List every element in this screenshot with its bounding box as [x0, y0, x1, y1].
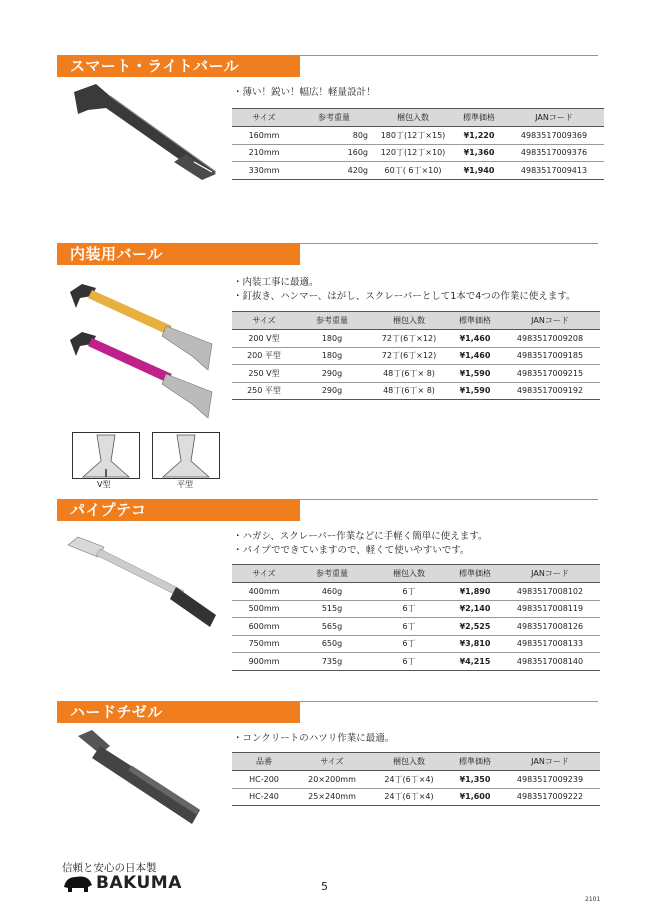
desc-line: ・内装工事に最適。 — [233, 277, 319, 288]
cell: ¥1,220 — [454, 127, 504, 145]
cell: 24丁(6丁×4) — [368, 788, 450, 806]
type-label-flat: 平型 — [177, 480, 193, 489]
col-header: JANコード — [500, 312, 600, 330]
cell: 48丁(6丁× 8) — [368, 365, 450, 383]
cell: ¥1,600 — [450, 788, 500, 806]
col-header: 標準価格 — [450, 565, 500, 583]
col-header: 梱包入数 — [368, 753, 450, 771]
footer-tagline: 信頼と安心の日本製 — [62, 862, 157, 874]
type-label-v: V型 — [97, 480, 111, 489]
col-header: 梱包入数 — [368, 312, 450, 330]
section-title: 内装用バール — [57, 244, 300, 265]
cell: 900mm — [232, 653, 296, 671]
col-header: JANコード — [504, 109, 604, 127]
cell: 160mm — [232, 127, 296, 145]
cell: 24丁(6丁×4) — [368, 771, 450, 789]
table-row — [232, 127, 604, 145]
cell: 20×200mm — [296, 771, 368, 789]
cell: 750mm — [232, 635, 296, 653]
cell: 735g — [296, 653, 368, 671]
cell: 4983517009192 — [500, 382, 600, 400]
cell: ¥1,460 — [450, 347, 500, 365]
cell: 6丁 — [368, 635, 450, 653]
cell: 200 V型 — [232, 330, 296, 348]
table-row — [232, 771, 600, 789]
desc-line: ・薄い！鋭い！幅広！軽量設計！ — [233, 87, 376, 98]
section-title: スマート・ライトバール — [57, 56, 300, 77]
table-row — [232, 330, 600, 348]
desc-line: ・ハガシ、スクレーパー作業などに手軽く簡単に使えます。 — [233, 531, 488, 542]
col-header: 参考重量 — [296, 109, 372, 127]
cell: ¥1,890 — [450, 583, 500, 601]
cell: 565g — [296, 618, 368, 636]
cell: 72丁(6丁×12) — [368, 347, 450, 365]
col-header: JANコード — [500, 565, 600, 583]
col-header: 参考重量 — [296, 565, 368, 583]
cell: 80g — [296, 127, 372, 145]
table-row — [232, 635, 600, 653]
cell: 6丁 — [368, 618, 450, 636]
cell: 4983517009369 — [504, 127, 604, 145]
cell: 4983517008133 — [500, 635, 600, 653]
cell: ¥1,590 — [450, 382, 500, 400]
col-header: 標準価格 — [454, 109, 504, 127]
cell: 500mm — [232, 600, 296, 618]
table-row — [232, 162, 604, 180]
cell: 4983517008102 — [500, 583, 600, 601]
cell: 330mm — [232, 162, 296, 180]
cell: 4983517009413 — [504, 162, 604, 180]
hard-chisel-image — [70, 728, 215, 828]
table-row — [232, 347, 600, 365]
table-row — [232, 618, 600, 636]
cell: 400mm — [232, 583, 296, 601]
cell: 420g — [296, 162, 372, 180]
table-row — [232, 653, 600, 671]
desc-line: ・釘抜き、ハンマー、はがし、スクレーパーとして1本で4つの作業に使えます。 — [233, 291, 576, 302]
section-header-interior-bar — [57, 243, 598, 265]
cell: 180g — [296, 330, 368, 348]
v-type-illustration — [72, 432, 140, 479]
cell: ¥2,140 — [450, 600, 500, 618]
col-header: サイズ — [232, 109, 296, 127]
desc-line: ・パイプでできていますので、軽くて使いやすいです。 — [233, 545, 470, 556]
section-header-smart-light-bar — [57, 55, 598, 77]
cell: 250 V型 — [232, 365, 296, 383]
col-header: 梱包入数 — [368, 565, 450, 583]
cell: 650g — [296, 635, 368, 653]
table-row — [232, 583, 600, 601]
table-row — [232, 600, 600, 618]
table-row — [232, 382, 600, 400]
cell: 4983517008126 — [500, 618, 600, 636]
section-header-pipe-lever — [57, 499, 598, 521]
cell: 48丁(6丁× 8) — [368, 382, 450, 400]
cell: 600mm — [232, 618, 296, 636]
table-row — [232, 144, 604, 162]
cell: ¥3,810 — [450, 635, 500, 653]
cell: 180丁(12丁×15) — [372, 127, 454, 145]
cell: 4983517009185 — [500, 347, 600, 365]
section-title: ハードチゼル — [57, 702, 300, 723]
desc-line: ・コンクリートのハツリ作業に最適。 — [233, 733, 395, 744]
cell: 6丁 — [368, 583, 450, 601]
cell: 210mm — [232, 144, 296, 162]
cell: 4983517009222 — [500, 788, 600, 806]
col-header: 梱包入数 — [372, 109, 454, 127]
spec-table — [232, 752, 600, 806]
cell: 60丁( 6丁×10) — [372, 162, 454, 180]
cell: 4983517009215 — [500, 365, 600, 383]
cell: ¥1,360 — [454, 144, 504, 162]
section-desc — [233, 732, 394, 746]
cell: 160g — [296, 144, 372, 162]
cell: 200 平型 — [232, 347, 296, 365]
interior-bar-image — [62, 278, 222, 426]
cell: ¥1,350 — [450, 771, 500, 789]
brand-name: BAKUMA — [96, 873, 182, 893]
cell: 250 平型 — [232, 382, 296, 400]
col-header: 参考重量 — [296, 312, 368, 330]
cell: 4983517009239 — [500, 771, 600, 789]
cell: ¥1,460 — [450, 330, 500, 348]
cell: 4983517009208 — [500, 330, 600, 348]
section-header-hard-chisel — [57, 701, 598, 723]
cell: 460g — [296, 583, 368, 601]
cell: HC-200 — [232, 771, 296, 789]
cell: 4983517008119 — [500, 600, 600, 618]
cell: 72丁(6丁×12) — [368, 330, 450, 348]
table-row — [232, 788, 600, 806]
cell: HC-240 — [232, 788, 296, 806]
col-header: 標準価格 — [450, 753, 500, 771]
table-row — [232, 365, 600, 383]
page-number: 5 — [321, 880, 328, 893]
col-header: JANコード — [500, 753, 600, 771]
pipe-lever-image — [64, 533, 224, 633]
section-title: パイプテコ — [57, 500, 300, 521]
flat-type-illustration — [152, 432, 220, 479]
section-desc — [233, 86, 376, 100]
cell: 290g — [296, 365, 368, 383]
col-header: サイズ — [296, 753, 368, 771]
spec-table — [232, 108, 604, 180]
cell: 515g — [296, 600, 368, 618]
bakuma-logo-icon — [62, 873, 94, 893]
col-header: サイズ — [232, 312, 296, 330]
smart-light-bar-image — [66, 82, 221, 182]
cell: 25×240mm — [296, 788, 368, 806]
cell: 6丁 — [368, 600, 450, 618]
spec-table — [232, 564, 600, 671]
cell: ¥1,590 — [450, 365, 500, 383]
col-header: 品番 — [232, 753, 296, 771]
cell: 4983517008140 — [500, 653, 600, 671]
cell: ¥1,940 — [454, 162, 504, 180]
cell: 4983517009376 — [504, 144, 604, 162]
cell: 120丁(12丁×10) — [372, 144, 454, 162]
cell: ¥2,525 — [450, 618, 500, 636]
section-desc — [233, 530, 488, 558]
col-header: 標準価格 — [450, 312, 500, 330]
cell: 180g — [296, 347, 368, 365]
cell: 6丁 — [368, 653, 450, 671]
spec-table — [232, 311, 600, 400]
section-desc — [233, 276, 576, 304]
cell: ¥4,215 — [450, 653, 500, 671]
col-header: サイズ — [232, 565, 296, 583]
catalog-code: 2101 — [585, 896, 601, 903]
cell: 290g — [296, 382, 368, 400]
